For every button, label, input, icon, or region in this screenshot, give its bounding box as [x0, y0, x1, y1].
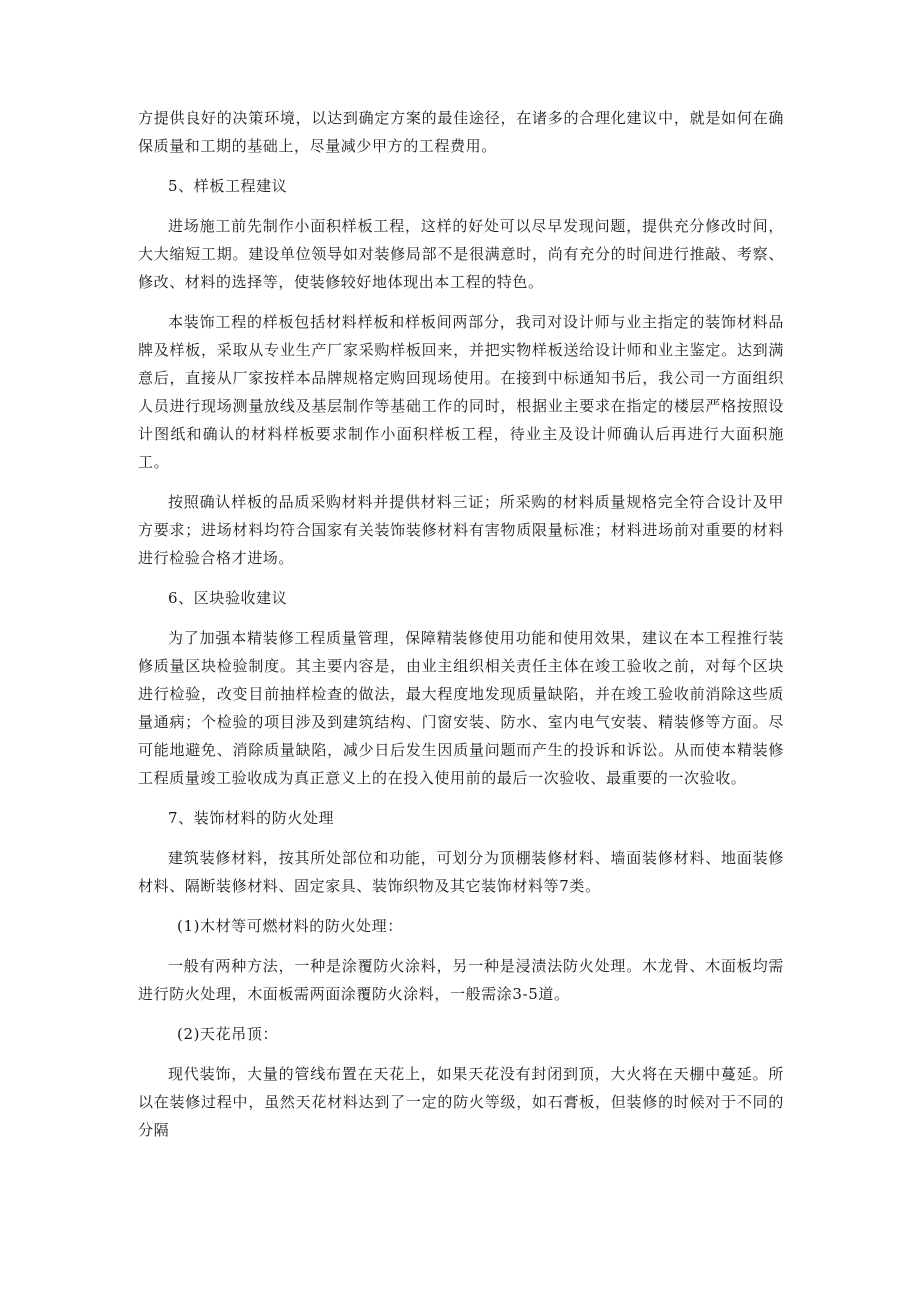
paragraph-7: 建筑装修材料，按其所处部位和功能，可划分为顶棚装修材料、墙面装修材料、地面装修材料、隔断装修材料、固定家具、装饰织物及其它装饰材料等7类。: [138, 849, 784, 895]
subheading-2: (2)天花吊顶：: [177, 1025, 279, 1043]
paragraph-5a: 进场施工前先制作小面积样板工程，这样的好处可以尽早发现问题，提供充分修改时间，大大缩短工期。建设单位领导如对装修局部不是很满意时，尚有充分的时间进行推敲、考察、修改、材料的选择等，使装修较好地体现出本工程的特色。: [138, 217, 784, 291]
paragraph-7b: 现代装饰，大量的管线布置在天花上，如果天花没有封闭到顶，大火将在天棚中蔓延。所以在装修过程中，虽然天花材料达到了一定的防火等级，如石膏板，但装修的时候对于不同的分隔: [138, 1065, 784, 1139]
paragraph-5c: 按照确认样板的品质采购材料并提供材料三证；所采购的材料质量规格完全符合设计及甲方要求；进场材料均符合国家有关装饰装修材料有害物质限量标准；材料进场前对重要的材料进行检验合格才进场。: [138, 493, 784, 567]
section-heading-5: 5、样板工程建议: [168, 177, 288, 195]
section-heading-6: 6、区块验收建议: [168, 589, 288, 607]
section-heading-7: 7、装饰材料的防火处理: [168, 809, 335, 827]
subheading-1: (1)木材等可燃材料的防火处理：: [177, 917, 403, 935]
paragraph-7a: 一般有两种方法，一种是涂覆防火涂料，另一种是浸渍法防火处理。木龙骨、木面板均需进行防火处理，木面板需两面涂覆防火涂料，一般需涂3-5道。: [138, 957, 784, 1003]
paragraph-5b: 本装饰工程的样板包括材料样板和样板间两部分，我司对设计师与业主指定的装饰材料品牌及样板，采取从专业生产厂家采购样板回来，并把实物样板送给设计师和业主鉴定。达到满意后，直接从厂家按样本品牌规格定购回现场使用。在接到中标通知书后，我公司一方面组织人员进行现场测量放线及基层制作等基础工作的同时，根据业主要求在指定的楼层严格按照设计图纸和确认的材料样板要求制作小面积样板工程，待业主及设计师确认后再进行大面积施工。: [138, 313, 784, 471]
paragraph-continuation: 方提供良好的决策环境，以达到确定方案的最佳途径，在诸多的合理化建议中，就是如何在确保质量和工期的基础上，尽量减少甲方的工程费用。: [138, 109, 784, 155]
paragraph-6: 为了加强本精装修工程质量管理，保障精装修使用功能和使用效果，建议在本工程推行装修质量区块检验制度。其主要内容是，由业主组织相关责任主体在竣工验收之前，对每个区块进行检验，改变目前抽样检查的做法，最大程度地发现质量缺陷，并在竣工验收前消除这些质量通病；个检验的项目涉及到建筑结构、门窗安装、防水、室内电气安装、精装修等方面。尽可能地避免、消除质量缺陷，减少日后发生因质量问题而产生的投诉和诉讼。从而使本精装修工程质量竣工验收成为真正意义上的在投入使用前的最后一次验收、最重要的一次验收。: [138, 629, 784, 787]
